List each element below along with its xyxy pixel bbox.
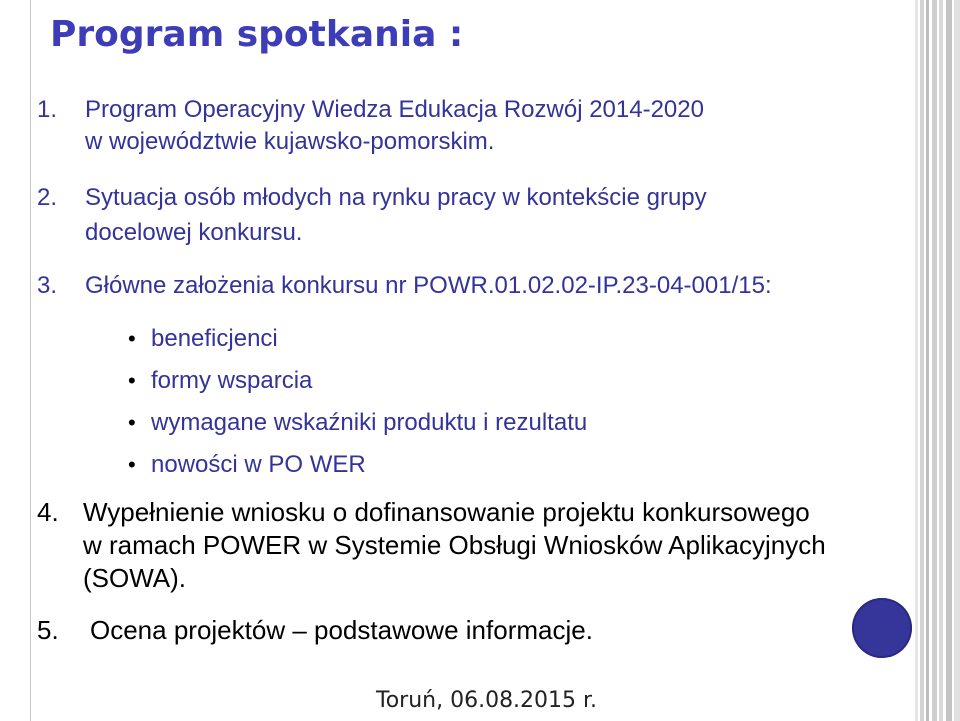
- agenda-item-text: docelowej konkursu.: [85, 219, 303, 246]
- bullet-icon: •: [128, 452, 136, 477]
- agenda-item-text: w ramach POWER w Systemie Obsługi Wniosków Aplikacyjnych: [83, 530, 826, 560]
- slide-footer-date: Toruń, 06.08.2015 r.: [376, 688, 598, 713]
- left-border-line: [30, 0, 31, 721]
- bullet-icon: •: [128, 410, 136, 435]
- agenda-item-number: 3.: [37, 272, 58, 299]
- slide-title: Program spotkania :: [50, 14, 464, 55]
- agenda-item-number: 1.: [37, 96, 58, 123]
- bullet-text: beneficjenci: [151, 325, 278, 352]
- agenda-item-text: (SOWA).: [83, 563, 187, 593]
- bullet-text: wymagane wskaźniki produktu i rezultatu: [151, 409, 588, 436]
- bullet-text: nowości w PO WER: [151, 451, 366, 478]
- bullet-text: formy wsparcia: [151, 367, 313, 394]
- agenda-item-text: Główne założenia konkursu nr POWR.01.02.02-IP.23-04-001/15:: [85, 272, 772, 299]
- agenda-item-number: 4.: [37, 497, 59, 527]
- agenda-item-text: Wypełnienie wniosku o dofinansowanie projektu konkursowego: [83, 497, 810, 527]
- agenda-item-text: Sytuacja osób młodych na rynku pracy w kontekście grupy: [85, 184, 707, 211]
- bullet-icon: •: [128, 368, 136, 393]
- agenda-item-text: Program Operacyjny Wiedza Edukacja Rozwój 2014-2020: [85, 96, 704, 123]
- agenda-item-text: Ocena projektów – podstawowe informacje.: [90, 615, 593, 645]
- agenda-item-number: 5.: [37, 615, 59, 645]
- agenda-item-number: 2.: [37, 184, 58, 211]
- agenda-item-text: w województwie kujawsko-pomorskim.: [85, 128, 495, 155]
- decorative-circle: [852, 598, 912, 658]
- decorative-stripes: [915, 0, 960, 721]
- bullet-icon: •: [128, 326, 136, 351]
